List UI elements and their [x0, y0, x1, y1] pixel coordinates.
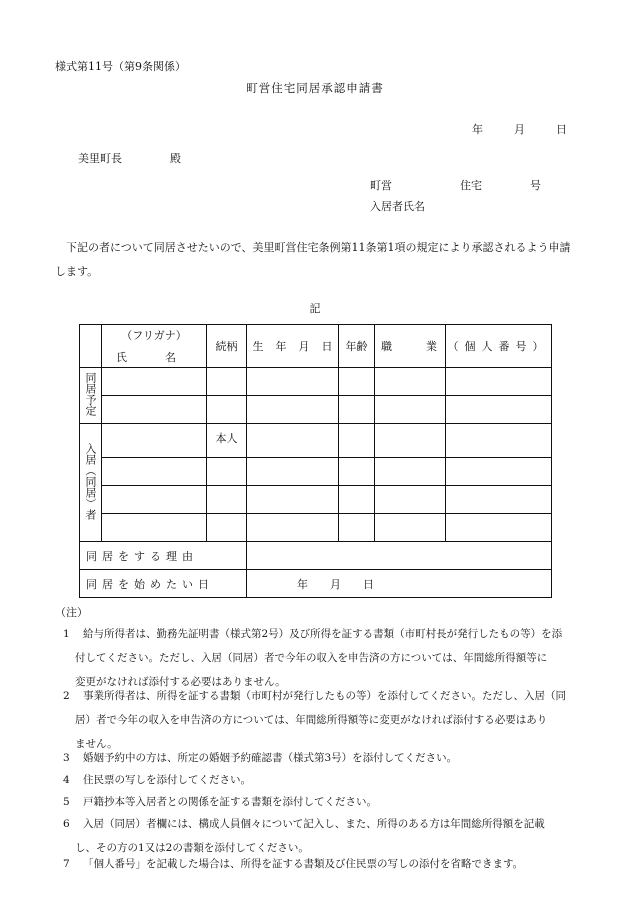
age-field[interactable] [339, 486, 375, 514]
note-item [63, 790, 581, 814]
reason-row [80, 542, 552, 570]
note-item [63, 768, 581, 792]
header-birthdate [247, 325, 339, 368]
note-number: 5 [63, 796, 70, 808]
start-day: 日 [363, 577, 374, 591]
note-line: 入居（同居）者欄には、構成人員個々について記入し、また、所得のある方は年間総所得額を記載 [83, 818, 545, 830]
table-row [80, 486, 552, 514]
relationship-field[interactable] [207, 368, 247, 396]
self-label: 本人 [215, 432, 238, 445]
relationship-field[interactable] [207, 514, 247, 542]
birthdate-field[interactable] [247, 396, 339, 424]
age-field[interactable] [339, 458, 375, 486]
note-item [63, 746, 581, 770]
birthdate-field[interactable] [247, 368, 339, 396]
birthdate-field[interactable] [247, 458, 339, 486]
self-relationship-cell [207, 424, 247, 458]
occupation-field[interactable] [375, 486, 446, 514]
header-age: 年齢 [339, 325, 375, 368]
note-number: 4 [63, 774, 70, 786]
relationship-field[interactable] [207, 396, 247, 424]
date-year: 年 [472, 123, 483, 136]
note-item [63, 852, 581, 876]
reason-label: 同居をする理由 [80, 542, 247, 570]
occupation-field[interactable] [375, 368, 446, 396]
intro-text: 下記の者について同居させたいので、美里町営住宅条例第11条第1項の規定により承認されるよう申請します。 [55, 241, 571, 278]
relationship-field[interactable] [207, 458, 247, 486]
header-birth-sei: 生 [252, 340, 264, 353]
group-planned-cell [80, 368, 102, 424]
header-blank [80, 325, 102, 368]
start-date-field[interactable] [247, 570, 552, 598]
personal-number-field[interactable] [446, 396, 552, 424]
date-day: 日 [556, 123, 567, 136]
occupation-field[interactable] [375, 458, 446, 486]
table-header-row [80, 325, 552, 368]
header-name-mei: 名 [165, 351, 176, 364]
note-number: 6 [63, 818, 70, 830]
cohabitation-table [79, 324, 552, 598]
group-planned-label: 同居予定 [84, 372, 97, 416]
header-occupation-gyo: 業 [426, 340, 437, 353]
table-row [80, 368, 552, 396]
age-field[interactable] [339, 514, 375, 542]
personal-number-field[interactable] [446, 424, 552, 458]
header-personal-number: （個人番号） [446, 325, 552, 368]
town-label: 町営 [370, 179, 392, 192]
header-relationship: 続柄 [207, 325, 247, 368]
note-number: 7 [63, 858, 70, 870]
note-line: 居）者で今年の収入を申告済の方については、年間総所得額等に変更がなければ添付する必要はあり [75, 714, 548, 726]
birthdate-field[interactable] [247, 424, 339, 458]
personal-number-field[interactable] [446, 368, 552, 396]
header-occupation-shoku: 職 [381, 340, 392, 353]
table-row [80, 458, 552, 486]
table-row [80, 424, 552, 458]
header-name-shi: 氏 [116, 351, 127, 364]
reason-field[interactable] [247, 542, 552, 570]
notes-heading: （注） [55, 606, 88, 619]
age-field[interactable] [339, 396, 375, 424]
age-field[interactable] [339, 424, 375, 458]
birthdate-field[interactable] [247, 514, 339, 542]
occupation-field[interactable] [375, 424, 446, 458]
group-resident-cell [80, 424, 102, 542]
note-number: 1 [63, 628, 70, 640]
table-row [80, 514, 552, 542]
note-number: 2 [63, 690, 70, 702]
header-name [102, 325, 207, 368]
date-month: 月 [514, 123, 525, 136]
start-month: 月 [330, 577, 341, 591]
personal-number-field[interactable] [446, 458, 552, 486]
note-line: し、その方の1又は2の書類を添付してください。 [75, 842, 309, 854]
note-line: 事業所得者は、所得を証する書類（市町村が発行したもの等）を添付してください。ただし、入居（同 [83, 690, 566, 702]
name-field[interactable] [102, 458, 207, 486]
start-date-row [80, 570, 552, 598]
addressee-name: 美里町長 [78, 152, 122, 165]
addressee-honorific: 殿 [170, 152, 181, 165]
note-line: 付してください。ただし、入居（同居）者で今年の収入を申告済の方については、年間総所得額等に [75, 652, 548, 664]
name-field[interactable] [102, 424, 207, 458]
header-birth-nen: 年 [275, 340, 287, 353]
personal-number-field[interactable] [446, 514, 552, 542]
table-row [80, 396, 552, 424]
group-resident-label: 入居（同居）者 [84, 442, 97, 520]
name-field[interactable] [102, 514, 207, 542]
addressee [78, 150, 181, 166]
note-line: 変更がなければ添付する必要はありません。 [75, 676, 286, 688]
birthdate-field[interactable] [247, 486, 339, 514]
resident-name-label: 入居者氏名 [370, 200, 425, 213]
occupation-field[interactable] [375, 514, 446, 542]
name-field[interactable] [102, 396, 207, 424]
applicant-address [370, 177, 541, 193]
header-birth-hi: 日 [321, 340, 333, 353]
header-furigana: （フリガナ） [121, 329, 187, 342]
note-number: 3 [63, 752, 70, 764]
note-line: 給与所得者は、勤務先証明書（様式第2号）及び所得を証する書類（市町村長が発行したもの等）を添 [83, 628, 563, 640]
housing-label: 住宅 [460, 179, 482, 192]
note-line: 婚姻予約中の方は、所定の婚姻予約確認書（様式第3号）を添付してください。 [83, 752, 458, 764]
name-field[interactable] [102, 486, 207, 514]
ki-heading: 記 [309, 302, 321, 315]
note-line: 戸籍抄本等入居者との関係を証する書類を添付してください。 [83, 796, 377, 808]
personal-number-field[interactable] [446, 486, 552, 514]
application-date [472, 121, 567, 137]
start-date-label: 同居を始めたい日 [80, 570, 247, 598]
note-line: 住民票の写しを添付してください。 [83, 774, 251, 786]
start-year: 年 [297, 577, 308, 591]
document-title: 町営住宅同居承認申請書 [246, 81, 384, 95]
note-line: 「個人番号」を記載した場合は、所得を証する書類及び住民票の写しの添付を省略できます。 [83, 858, 524, 870]
header-birth-tsuki: 月 [298, 340, 310, 353]
relationship-field[interactable] [207, 486, 247, 514]
name-field[interactable] [102, 368, 207, 396]
form-number: 様式第11号（第9条関係） [55, 60, 186, 73]
note-line: ません。 [75, 738, 118, 750]
header-occupation [375, 325, 446, 368]
number-label: 号 [530, 179, 541, 192]
age-field[interactable] [339, 368, 375, 396]
occupation-field[interactable] [375, 396, 446, 424]
